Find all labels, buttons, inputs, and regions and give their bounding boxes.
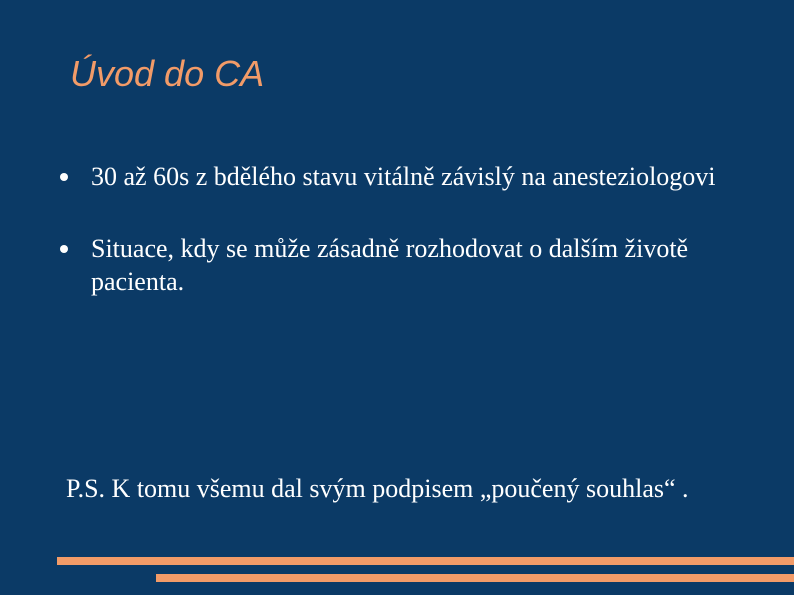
postscript-text: P.S. K tomu všemu dal svým podpisem „poučený souhlas“ . — [66, 474, 689, 503]
bullet-text: Situace, kdy se může zásadně rozhodovat o dalším životě pacienta. — [91, 234, 689, 296]
slide-title: Úvod do CA — [70, 53, 265, 94]
decorative-rule-top — [57, 557, 794, 565]
bullet-dot-icon — [60, 173, 68, 181]
bullet-item — [60, 232, 760, 298]
decorative-rule-bottom — [156, 574, 794, 582]
bullet-text: 30 až 60s z bdělého stavu vitálně závislý na anesteziologovi — [91, 162, 716, 191]
bullet-item — [60, 160, 760, 193]
bullet-list — [60, 160, 760, 337]
bullet-dot-icon — [60, 245, 68, 253]
